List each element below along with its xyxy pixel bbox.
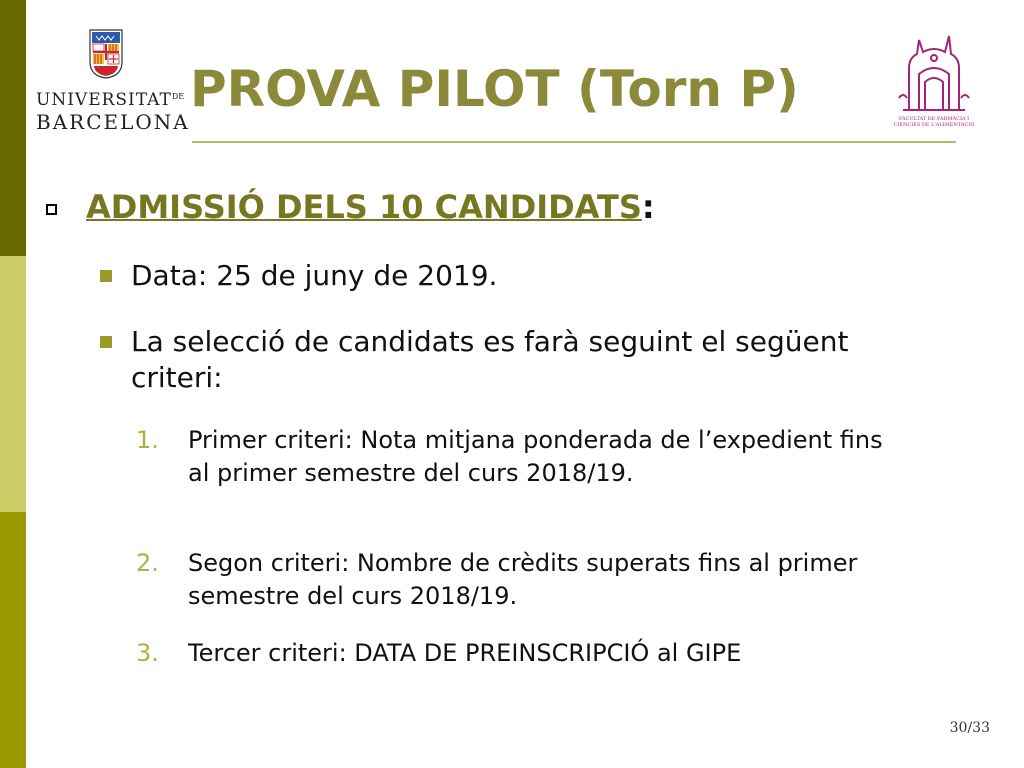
logo-text-barcelona: BARCELONA	[36, 110, 190, 134]
square-bullet-icon	[100, 336, 112, 348]
universitat-barcelona-logo	[36, 28, 190, 134]
hollow-square-bullet-icon	[46, 204, 57, 215]
sidebar-band-top	[0, 0, 26, 256]
heading-text	[86, 188, 655, 226]
criterion-text: Segon criteri: Nombre de crèdits superats fins al primer semestre del curs 2018/19.	[188, 549, 858, 610]
logo-text-universitat	[36, 90, 185, 110]
page-number: 30/33	[949, 720, 990, 736]
faculty-logo-line1: FACULTAT DE FARMÀCIA I	[898, 116, 970, 122]
bullet-text: La selecció de candidats es farà seguint el següent criteri:	[131, 325, 849, 394]
faculty-logo-line2: CIÈNCIES DE L'ALIMENTACIÓ	[893, 122, 975, 128]
heading-label: ADMISSIÓ DELS 10 CANDIDATS	[86, 188, 642, 226]
logo-word-universitat: UNIVERSITAT	[36, 90, 172, 110]
logo-word-de: DE	[171, 92, 185, 101]
slide-title: PROVA PILOT (Torn P)	[190, 60, 799, 118]
criterion-number: 3.	[136, 639, 159, 667]
title-underline-rule	[192, 141, 956, 143]
sidebar-color-bands	[0, 0, 26, 768]
bullet-text: Data: 25 de juny de 2019.	[131, 259, 498, 292]
facultat-farmacia-logo	[895, 28, 973, 132]
faculty-logo-text	[891, 116, 977, 128]
sidebar-band-bottom	[0, 512, 26, 768]
square-bullet-icon	[100, 270, 112, 282]
university-shield-icon	[88, 28, 124, 80]
heading-colon: :	[641, 188, 655, 226]
faculty-emblem-icon	[895, 28, 973, 116]
criterion-text: Tercer criteri: DATA DE PREINSCRIPCIÓ al GIPE	[188, 639, 742, 667]
criterion-number: 2.	[136, 549, 159, 577]
criterion-number: 1.	[136, 426, 159, 454]
criterion-text: Primer criteri: Nota mitjana ponderada de l’expedient fins al primer semestre del curs 2018/19.	[188, 426, 883, 487]
sidebar-band-middle	[0, 256, 26, 512]
